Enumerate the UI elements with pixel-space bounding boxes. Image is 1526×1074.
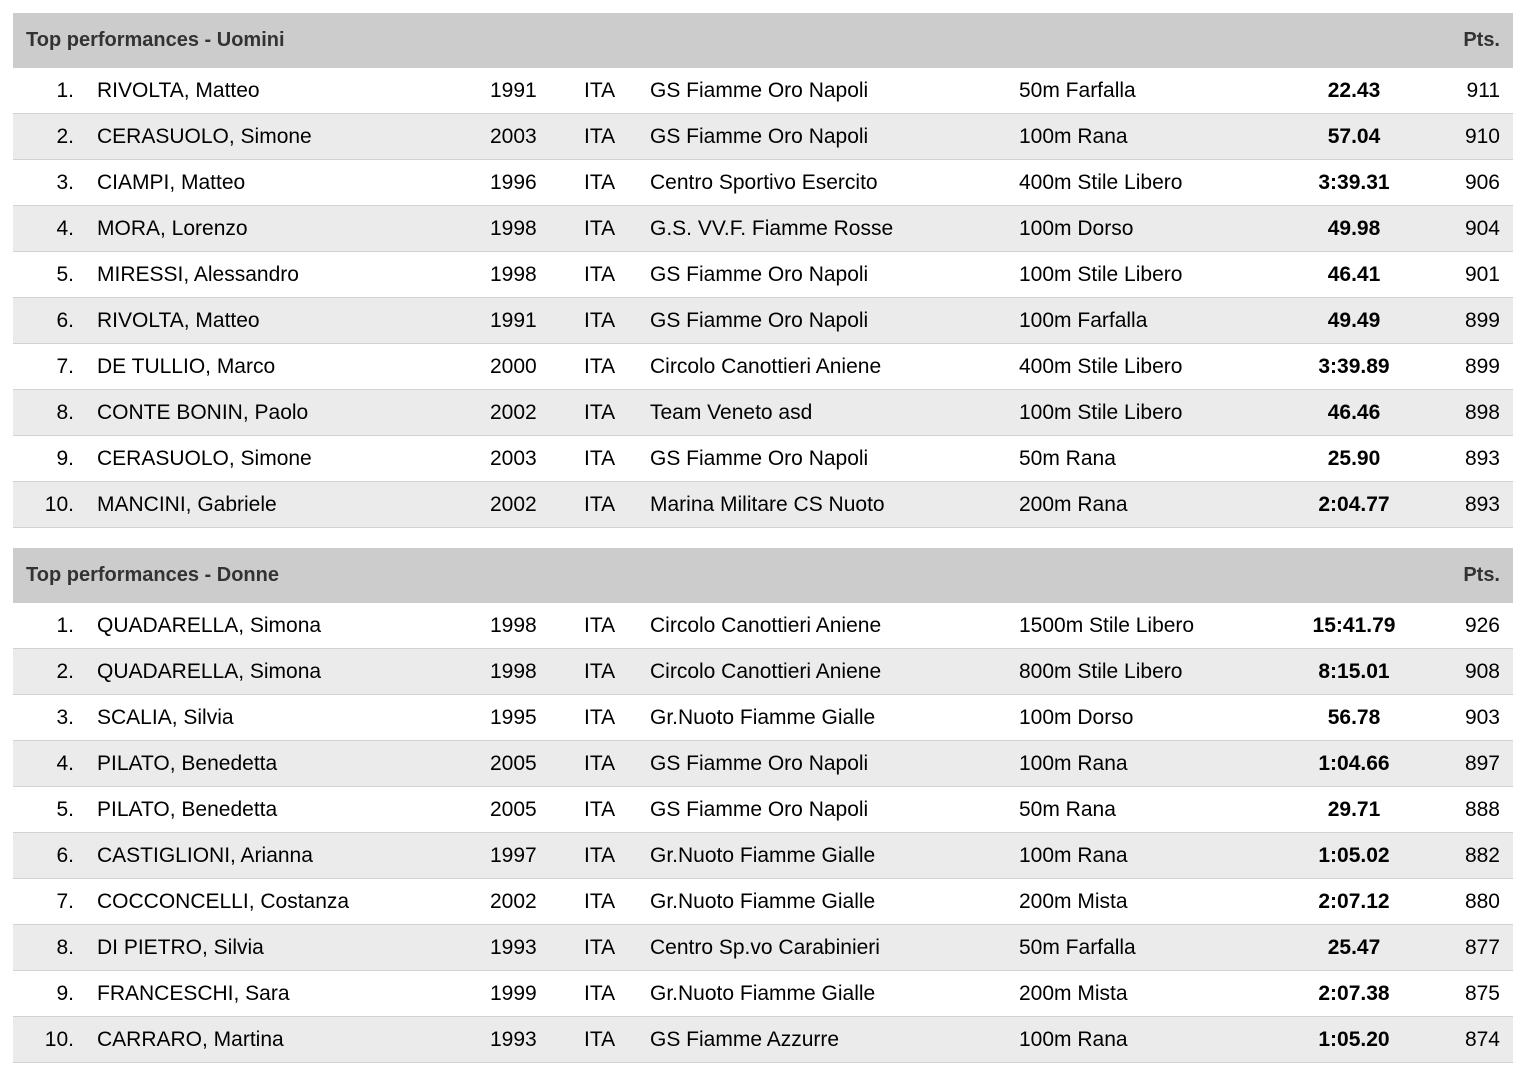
event-name: 100m Dorso (1019, 706, 1134, 729)
event-name: 100m Rana (1019, 125, 1128, 148)
points-value: 911 (1466, 79, 1500, 102)
birth-year: 1999 (490, 982, 537, 1005)
club-name: Centro Sportivo Esercito (650, 171, 878, 194)
women-performance-table (13, 548, 1513, 1063)
women-points-header: Pts. (1463, 564, 1500, 586)
table-row (13, 298, 1513, 344)
event-name: 800m Stile Libero (1019, 660, 1183, 683)
nationality: ITA (584, 447, 616, 470)
result-time: 3:39.89 (1318, 355, 1390, 378)
event-name: 100m Dorso (1019, 217, 1134, 240)
men-points-header: Pts. (1463, 29, 1500, 51)
birth-year: 1991 (490, 309, 537, 332)
table-row (13, 741, 1513, 787)
nationality: ITA (584, 79, 616, 102)
rank-cell: 4. (56, 217, 74, 240)
club-name: Centro Sp.vo Carabinieri (650, 936, 880, 959)
nationality: ITA (584, 401, 616, 424)
points-value: 899 (1464, 355, 1500, 378)
table-row (13, 436, 1513, 482)
nationality: ITA (584, 982, 616, 1005)
rank-cell: 8. (56, 936, 74, 959)
birth-year: 2005 (490, 798, 537, 821)
men-performance-table (13, 13, 1513, 528)
rank-cell: 9. (56, 982, 74, 1005)
birth-year: 1993 (490, 936, 537, 959)
club-name: GS Fiamme Oro Napoli (650, 125, 869, 148)
rank-cell: 10. (44, 1028, 74, 1051)
athlete-name: COCCONCELLI, Costanza (97, 890, 350, 913)
result-time: 22.43 (1327, 79, 1381, 102)
club-name: Gr.Nuoto Fiamme Gialle (650, 890, 876, 913)
table-row (13, 925, 1513, 971)
athlete-name: CONTE BONIN, Paolo (97, 401, 309, 424)
table-row (13, 603, 1513, 649)
table-row (13, 344, 1513, 390)
nationality: ITA (584, 844, 616, 867)
club-name: Circolo Canottieri Aniene (650, 660, 882, 683)
birth-year: 1993 (490, 1028, 537, 1051)
birth-year: 2002 (490, 493, 537, 516)
club-name: Gr.Nuoto Fiamme Gialle (650, 982, 876, 1005)
result-time: 2:04.77 (1318, 493, 1390, 516)
result-time: 49.98 (1327, 217, 1381, 240)
nationality: ITA (584, 125, 616, 148)
club-name: Team Veneto asd (650, 401, 813, 424)
nationality: ITA (584, 890, 616, 913)
points-value: 901 (1464, 263, 1500, 286)
event-name: 100m Stile Libero (1019, 263, 1183, 286)
result-time: 25.47 (1327, 936, 1381, 959)
birth-year: 2000 (490, 355, 537, 378)
rank-cell: 4. (56, 752, 74, 775)
birth-year: 1997 (490, 844, 537, 867)
event-name: 50m Rana (1019, 798, 1116, 821)
result-time: 56.78 (1327, 706, 1381, 729)
result-time: 46.46 (1327, 401, 1381, 424)
athlete-name: QUADARELLA, Simona (97, 614, 322, 637)
result-time: 25.90 (1327, 447, 1381, 470)
birth-year: 2005 (490, 752, 537, 775)
rank-cell: 2. (56, 660, 74, 683)
club-name: GS Fiamme Oro Napoli (650, 309, 869, 332)
club-name: GS Fiamme Oro Napoli (650, 752, 869, 775)
table-row (13, 1017, 1513, 1063)
event-name: 1500m Stile Libero (1019, 614, 1195, 637)
rank-cell: 6. (56, 309, 74, 332)
points-value: 906 (1464, 171, 1500, 194)
rank-cell: 9. (56, 447, 74, 470)
table-row (13, 879, 1513, 925)
birth-year: 1998 (490, 660, 537, 683)
club-name: GS Fiamme Oro Napoli (650, 263, 869, 286)
event-name: 100m Stile Libero (1019, 401, 1183, 424)
athlete-name: MANCINI, Gabriele (97, 493, 277, 516)
points-value: 874 (1464, 1028, 1500, 1051)
event-name: 100m Farfalla (1019, 309, 1148, 332)
women-table-title: Top performances - Donne (26, 564, 279, 586)
athlete-name: CIAMPI, Matteo (97, 171, 246, 194)
club-name: Circolo Canottieri Aniene (650, 355, 882, 378)
rank-cell: 7. (56, 890, 74, 913)
event-name: 100m Rana (1019, 1028, 1128, 1051)
athlete-name: SCALIA, Silvia (97, 706, 234, 729)
table-row (13, 833, 1513, 879)
result-time: 2:07.38 (1318, 982, 1390, 1005)
result-time: 57.04 (1327, 125, 1381, 148)
event-name: 50m Rana (1019, 447, 1116, 470)
points-value: 904 (1464, 217, 1500, 240)
rank-cell: 5. (56, 263, 74, 286)
event-name: 400m Stile Libero (1019, 355, 1183, 378)
women-table-body (13, 603, 1513, 1063)
nationality: ITA (584, 217, 616, 240)
athlete-name: CERASUOLO, Simone (97, 447, 312, 470)
athlete-name: RIVOLTA, Matteo (97, 79, 260, 102)
event-name: 200m Rana (1019, 493, 1128, 516)
men-table-title: Top performances - Uomini (26, 29, 285, 51)
athlete-name: QUADARELLA, Simona (97, 660, 322, 683)
result-time: 8:15.01 (1318, 660, 1390, 683)
event-name: 50m Farfalla (1019, 79, 1136, 102)
nationality: ITA (584, 936, 616, 959)
nationality: ITA (584, 355, 616, 378)
result-time: 29.71 (1327, 798, 1381, 821)
athlete-name: MORA, Lorenzo (97, 217, 248, 240)
nationality: ITA (584, 263, 616, 286)
event-name: 200m Mista (1019, 982, 1128, 1005)
result-time: 1:05.20 (1318, 1028, 1390, 1051)
event-name: 200m Mista (1019, 890, 1128, 913)
table-row (13, 160, 1513, 206)
athlete-name: PILATO, Benedetta (97, 752, 278, 775)
nationality: ITA (584, 171, 616, 194)
result-time: 1:04.66 (1318, 752, 1390, 775)
table-row (13, 787, 1513, 833)
athlete-name: CERASUOLO, Simone (97, 125, 312, 148)
table-row (13, 482, 1513, 528)
points-value: 903 (1464, 706, 1500, 729)
rank-cell: 2. (56, 125, 74, 148)
nationality: ITA (584, 660, 616, 683)
nationality: ITA (584, 1028, 616, 1051)
result-time: 2:07.12 (1318, 890, 1390, 913)
athlete-name: RIVOLTA, Matteo (97, 309, 260, 332)
points-value: 882 (1464, 844, 1500, 867)
birth-year: 1995 (490, 706, 537, 729)
points-value: 893 (1464, 493, 1500, 516)
nationality: ITA (584, 493, 616, 516)
rank-cell: 7. (56, 355, 74, 378)
result-time: 46.41 (1327, 263, 1381, 286)
rank-cell: 3. (56, 171, 74, 194)
rank-cell: 5. (56, 798, 74, 821)
table-row (13, 68, 1513, 114)
athlete-name: MIRESSI, Alessandro (97, 263, 299, 286)
points-value: 893 (1464, 447, 1500, 470)
club-name: Marina Militare CS Nuoto (650, 493, 885, 516)
athlete-name: CARRARO, Martina (97, 1028, 284, 1051)
club-name: GS Fiamme Oro Napoli (650, 79, 869, 102)
rank-cell: 1. (56, 79, 74, 102)
rank-cell: 8. (56, 401, 74, 424)
table-row (13, 114, 1513, 160)
birth-year: 2002 (490, 401, 537, 424)
birth-year: 2002 (490, 890, 537, 913)
table-row (13, 390, 1513, 436)
club-name: G.S. VV.F. Fiamme Rosse (650, 217, 894, 240)
nationality: ITA (584, 798, 616, 821)
event-name: 400m Stile Libero (1019, 171, 1183, 194)
table-row (13, 206, 1513, 252)
athlete-name: FRANCESCHI, Sara (97, 982, 290, 1005)
men-table-header (13, 13, 1513, 68)
nationality: ITA (584, 706, 616, 729)
table-row (13, 649, 1513, 695)
birth-year: 2003 (490, 447, 537, 470)
birth-year: 1996 (490, 171, 537, 194)
rank-cell: 3. (56, 706, 74, 729)
points-value: 899 (1464, 309, 1500, 332)
result-time: 49.49 (1327, 309, 1381, 332)
points-value: 897 (1464, 752, 1500, 775)
result-time: 3:39.31 (1318, 171, 1390, 194)
result-time: 15:41.79 (1312, 614, 1396, 637)
points-value: 908 (1464, 660, 1500, 683)
club-name: GS Fiamme Oro Napoli (650, 798, 869, 821)
athlete-name: DI PIETRO, Silvia (97, 936, 264, 959)
birth-year: 1998 (490, 263, 537, 286)
points-value: 877 (1464, 936, 1500, 959)
points-value: 926 (1464, 614, 1500, 637)
points-value: 880 (1464, 890, 1500, 913)
club-name: Gr.Nuoto Fiamme Gialle (650, 844, 876, 867)
women-table-header (13, 548, 1513, 603)
points-value: 888 (1464, 798, 1500, 821)
event-name: 50m Farfalla (1019, 936, 1136, 959)
rank-cell: 10. (44, 493, 74, 516)
club-name: Gr.Nuoto Fiamme Gialle (650, 706, 876, 729)
nationality: ITA (584, 614, 616, 637)
birth-year: 1998 (490, 217, 537, 240)
birth-year: 1991 (490, 79, 537, 102)
club-name: GS Fiamme Azzurre (650, 1028, 840, 1051)
athlete-name: PILATO, Benedetta (97, 798, 278, 821)
club-name: Circolo Canottieri Aniene (650, 614, 882, 637)
men-table-body (13, 68, 1513, 528)
birth-year: 1998 (490, 614, 537, 637)
table-row (13, 695, 1513, 741)
rank-cell: 6. (56, 844, 74, 867)
points-value: 875 (1464, 982, 1500, 1005)
rank-cell: 1. (56, 614, 74, 637)
table-row (13, 971, 1513, 1017)
event-name: 100m Rana (1019, 752, 1128, 775)
points-value: 910 (1464, 125, 1500, 148)
athlete-name: DE TULLIO, Marco (97, 355, 276, 378)
birth-year: 2003 (490, 125, 537, 148)
athlete-name: CASTIGLIONI, Arianna (97, 844, 313, 867)
nationality: ITA (584, 309, 616, 332)
points-value: 898 (1464, 401, 1500, 424)
nationality: ITA (584, 752, 616, 775)
club-name: GS Fiamme Oro Napoli (650, 447, 869, 470)
event-name: 100m Rana (1019, 844, 1128, 867)
result-time: 1:05.02 (1318, 844, 1390, 867)
table-row (13, 252, 1513, 298)
